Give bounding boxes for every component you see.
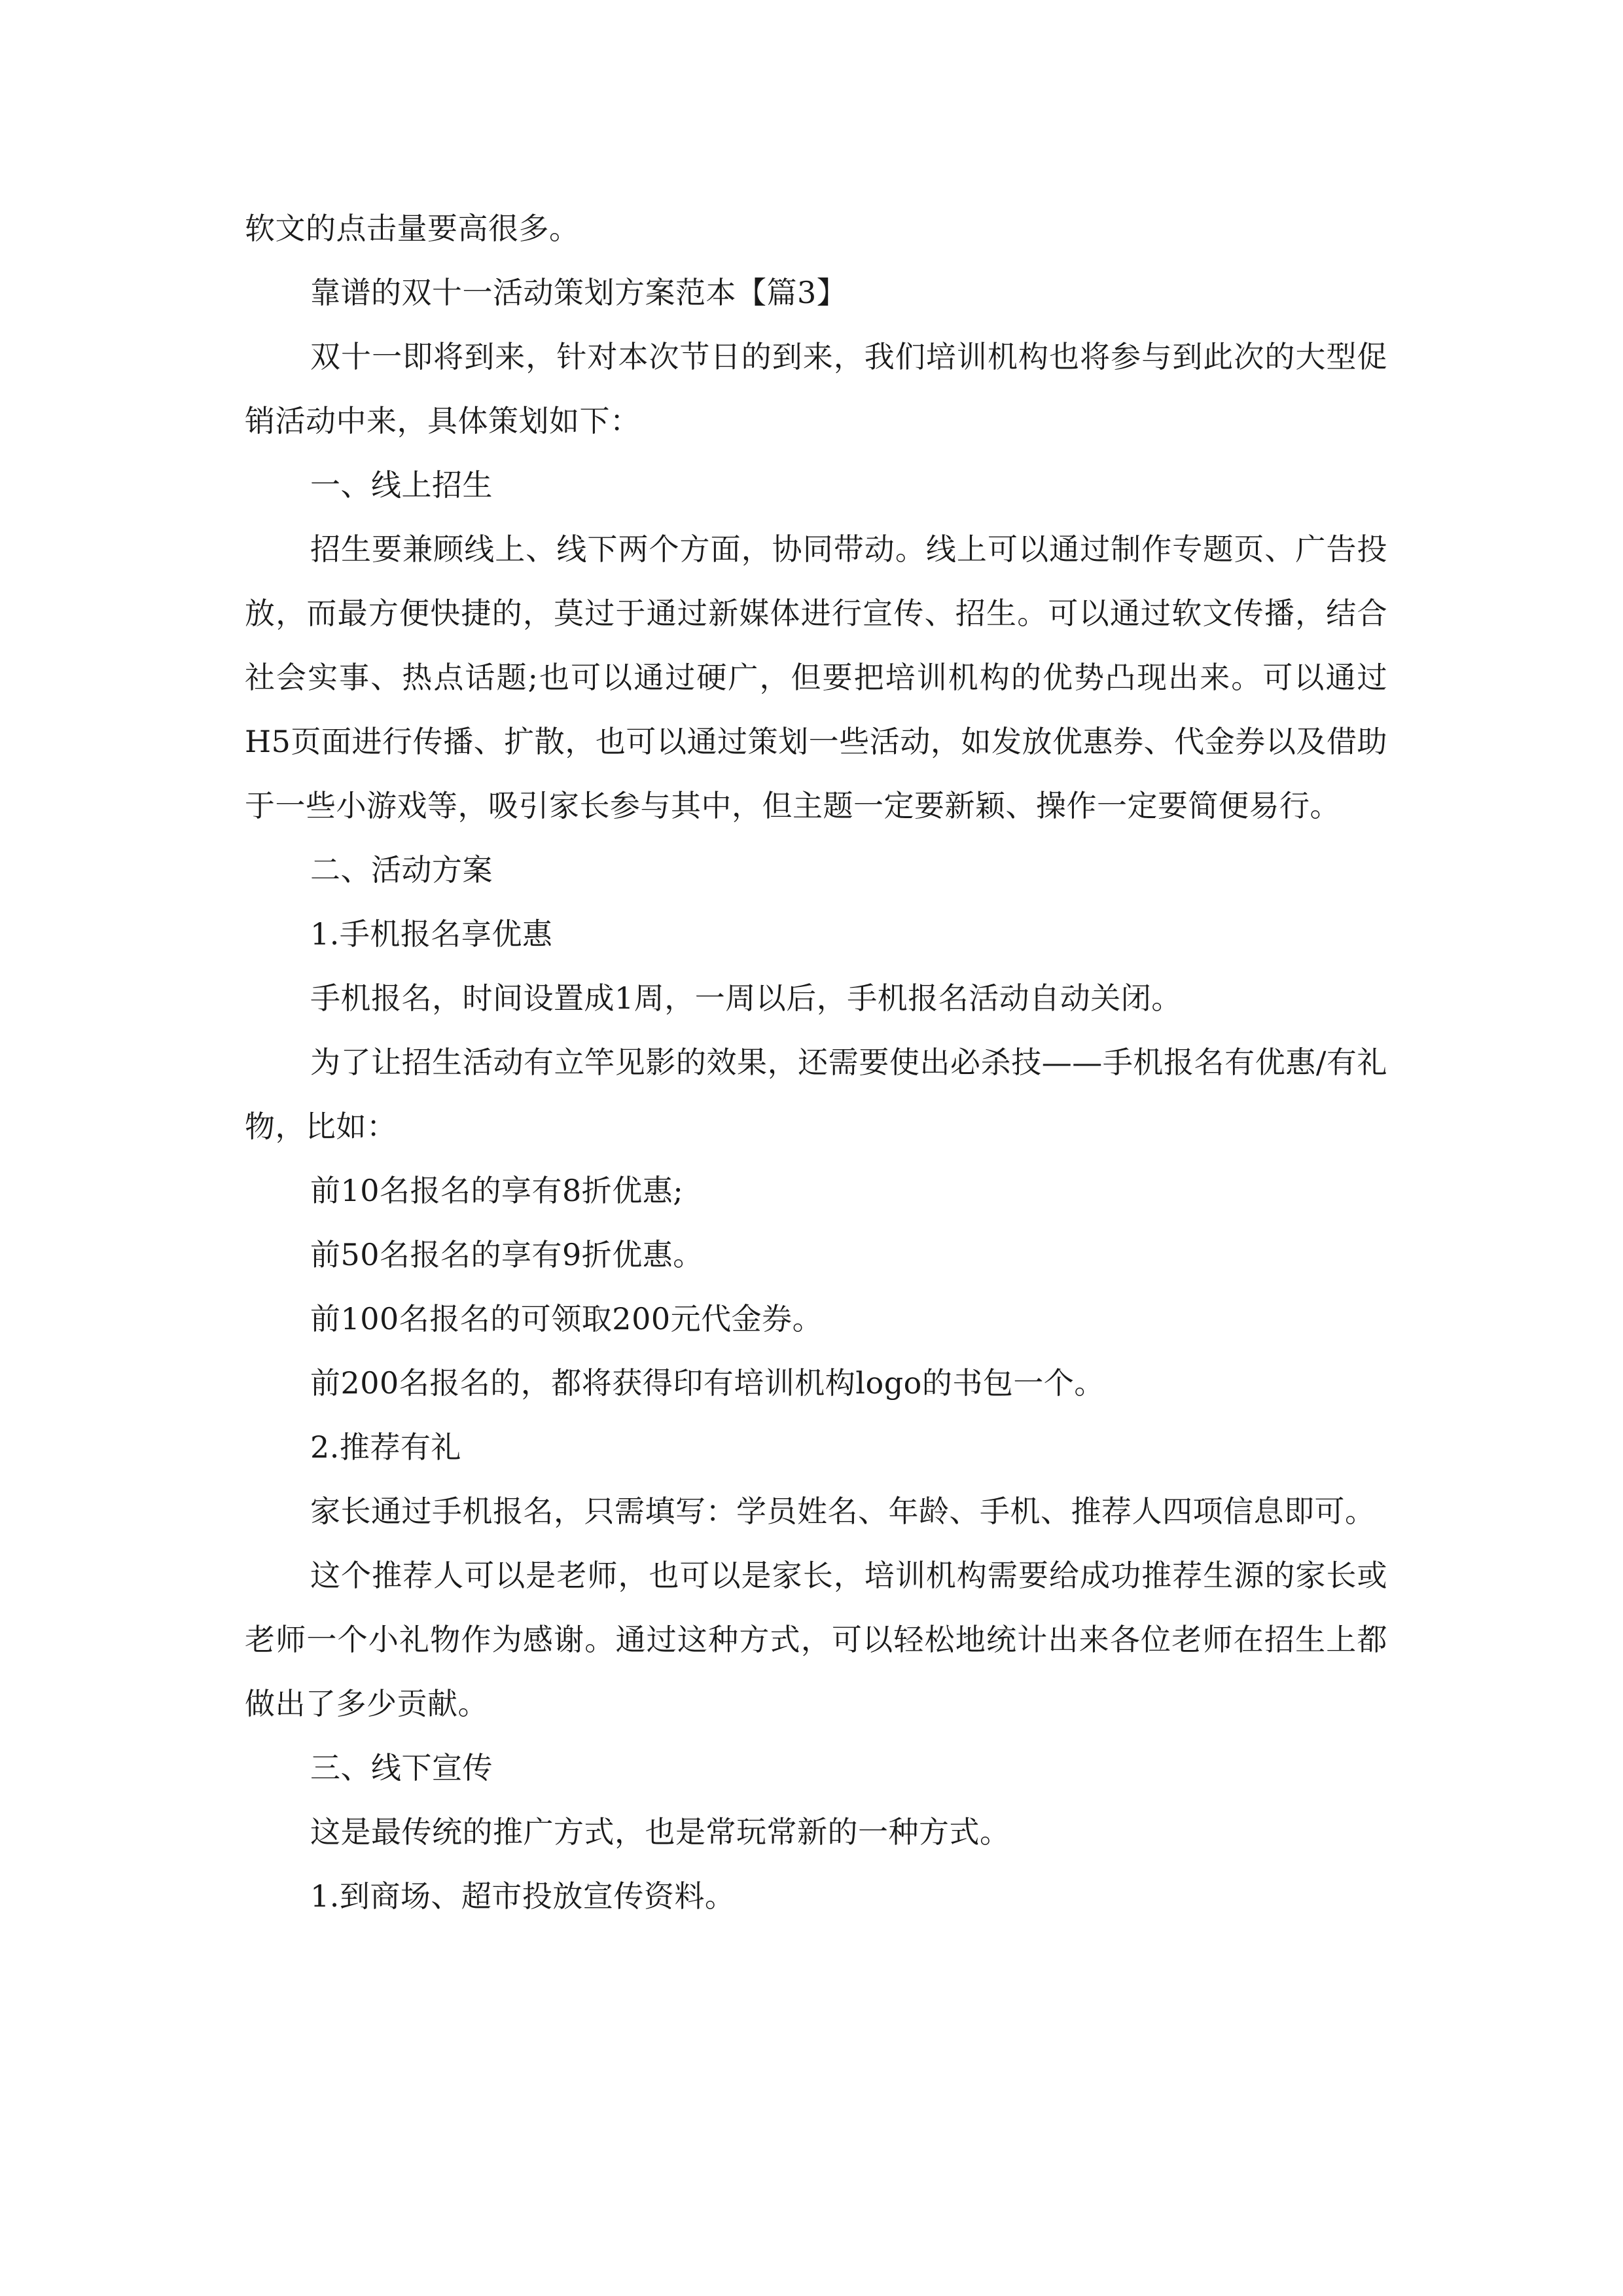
heading-online-enrollment: 一、线上招生 (310, 467, 493, 503)
paragraph: 软文的点击量要高很多。 (245, 211, 580, 246)
paragraph: 手机报名，时间设置成1周，一周以后，手机报名活动自动关闭。 (310, 980, 1182, 1016)
paragraph: 招生要兼顾线上、线下两个方面，协同带动。线上可以通过制作专题页、广告投放，而最方便快捷的，莫过于通过新媒体进行宣传、招生。可以通过软文传播，结合社会实事、热点话题;也可以通过硬广，但要把培训机构的优势凸现出来。可以通过H5页面进行传播、扩散，也可以通过策划一些活动，如发放优惠券、代金券以及借助于一些小游戏等，吸引家长参与其中，但主题一定要新颖、操作一定要简便易行。 (245, 531, 1387, 823)
list-item: 前10名报名的享有8折优惠; (310, 1173, 684, 1208)
subheading-referral-gift: 2.推荐有礼 (310, 1429, 461, 1465)
list-item: 1.到商场、超市投放宣传资料。 (310, 1878, 736, 1914)
paragraph: 为了让招生活动有立竿见影的效果，还需要使出必杀技——手机报名有优惠/有礼物，比如： (245, 1045, 1387, 1144)
section-title: 靠谱的双十一活动策划方案范本【篇3】 (310, 275, 847, 310)
heading-activity-plan: 二、活动方案 (310, 852, 493, 888)
list-item: 前50名报名的享有9折优惠。 (310, 1237, 704, 1272)
paragraph: 这是最传统的推广方式，也是常玩常新的一种方式。 (310, 1814, 1010, 1850)
paragraph: 双十一即将到来，针对本次节日的到来，我们培训机构也将参与到此次的大型促销活动中来，具体策划如下： (245, 339, 1387, 439)
paragraph: 这个推荐人可以是老师，也可以是家长，培训机构需要给成功推荐生源的家长或老师一个小礼物作为感谢。通过这种方式，可以轻松地统计出来各位老师在招生上都做出了多少贡献。 (245, 1558, 1387, 1721)
paragraph: 家长通过手机报名，只需填写：学员姓名、年龄、手机、推荐人四项信息即可。 (310, 1494, 1376, 1529)
list-item: 前100名报名的可领取200元代金券。 (310, 1301, 823, 1336)
subheading-mobile-signup: 1.手机报名享优惠 (310, 916, 553, 952)
list-item: 前200名报名的，都将获得印有培训机构logo的书包一个。 (310, 1365, 1105, 1401)
heading-offline-promotion: 三、线下宣传 (310, 1750, 493, 1785)
document-page (245, 196, 1387, 1928)
